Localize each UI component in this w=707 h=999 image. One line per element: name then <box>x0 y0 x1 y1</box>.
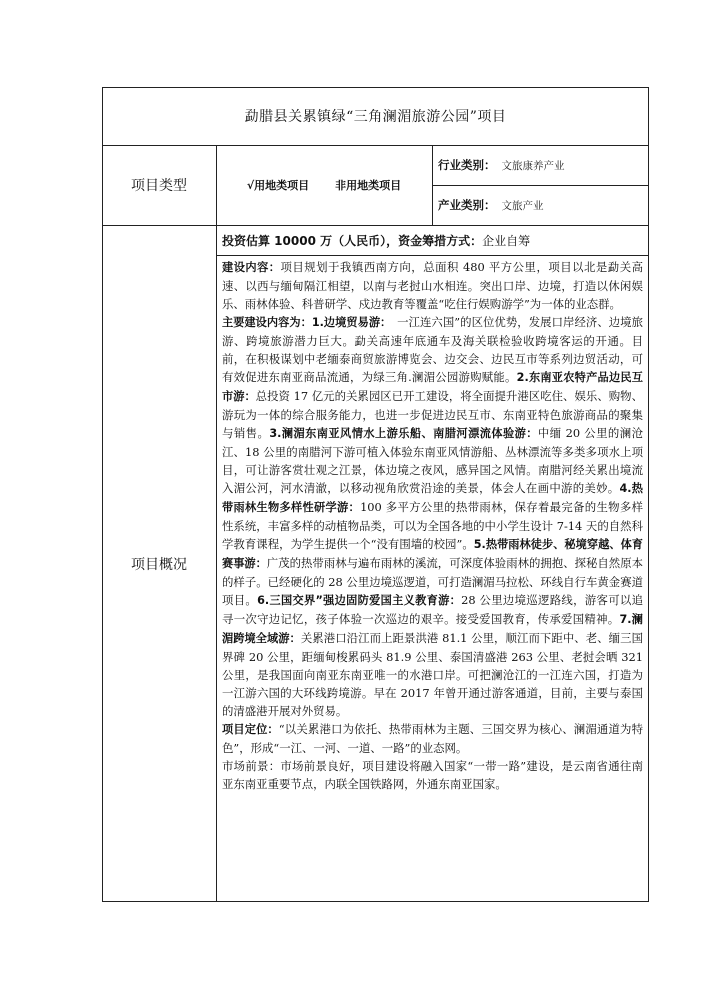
content-text: 总投资 17 亿元的关累园区已开工建设，将全面提升港区吃住、娱乐、购物、游玩为一体的综合服务能力，也进一步促进边民互市、东南亚特色旅游商品的聚集与销售。 <box>222 389 643 440</box>
content-heading: 6.三国交界”强边固防爱国主义教育游： <box>257 594 462 607</box>
land-use-options <box>216 145 432 225</box>
content-heading: 7.澜湄跨境全域游： <box>222 613 643 645</box>
content-text: 关累港口沿江而上距景洪港 81.1 公里，顺江而下距中、老、缅三国界碑 20 公里，距缅甸梭累码头 81.9 公里、泰国清盛港 263 公里、老挝会晒 321 公里，是我国面向南亚东南亚唯一的水港口岸。可把澜沧江的一江连六国，打造为一江游六国的大环线跨境游。早在 2017 年曾开通过游客通道，目前，主要与泰国的清盛港开展对外贸易。 <box>222 631 643 718</box>
land-use-other: 非用地类项目 <box>335 179 402 192</box>
industry-value: 文旅康养产业 <box>501 159 565 172</box>
content-text: 100 多平方公里的热带雨林，保存着最完备的生物多样性系统，丰富多样的动植物品类，可以为全国各地的中小学生设计 7-14 天的自然科学教育课程，为学生提供一个“没有围墙的校园”。 <box>222 500 643 551</box>
content-text: 中缅 20 公里的澜沧江、18 公里的南腊河下游可植入体验东南亚风情游船、丛林漂流等多类多项水上项目，可让游客赏壮观之江景，体边境之夜风，感异国之风情。南腊河经关累出境流入湄公河，河水清澈，以移动视角欣赏沿途的美景，体会人在画中游的美妙。 <box>222 426 643 495</box>
content-heading: 3.澜湄东南亚风情水上游乐船、南腊河漂流体验游： <box>269 427 538 440</box>
industry-category <box>432 145 649 185</box>
project-type-label: 项目类型 <box>131 178 187 194</box>
content-text: 广茂的热带雨林与遍布雨林的溪流，可深度体验雨林的拥抱、探秘自然原本的样子。已经硬化的 28 公里边境巡逻道，可打造澜湄马拉松、环线自行车黄金赛道项目。 <box>222 556 643 607</box>
content-heading: 建设内容： <box>222 261 281 274</box>
investment-label: 投资估算 10000 万（人民币），资金筹措方式： <box>222 233 483 248</box>
sector-label: 产业类别： <box>438 198 496 212</box>
content-heading: 项目定位： <box>222 723 279 736</box>
content-heading: 4.热带雨林生物多样性研学游： <box>222 482 643 514</box>
investment-value: 企业自筹 <box>482 233 531 248</box>
industry-label: 行业类别： <box>438 158 496 172</box>
project-table <box>102 87 649 902</box>
content-text: 项目规划于我镇西南方向，总面积 480 平方公里，项目以北是勐关高速、以西与缅甸隔江相望，以南与老挝山水相连。突出口岸、边境，打造以休闲娱乐、雨林体验、科普研学、戍边教育等覆盖“吃住行娱购游学”为一体的业态群。 <box>222 260 643 311</box>
sector-category <box>432 185 649 225</box>
investment-row <box>216 225 649 255</box>
content-heading: 5.热带雨林徒步、秘境穿越、体育赛事游： <box>222 538 643 570</box>
content-text: 市场前景：市场前景良好，项目建设将融入国家“一带一路”建设，是云南省通往南亚东南亚重要节点，内联全国铁路网，外通东南亚国家。 <box>222 759 643 791</box>
content-text: 一江连六国”的区位优势，发展口岸经济、边境旅游、跨境旅游潜力巨大。勐关高速年底通车及海关联检验收跨境客运的开通。目前，在积极谋划中老缅泰商贸旅游博览会、边交会、边民互市等系列边贸活动，可有效促进东南亚商品流通，为绿三角.澜湄公园游购赋能。 <box>222 315 644 384</box>
content-text: 28 公里边境巡逻路线，游客可以追寻一次守边记忆，孩子体验一次巡边的艰辛。接受爱国教育，传承爱国精神。 <box>222 593 643 626</box>
sector-value: 文旅产业 <box>501 199 544 212</box>
project-overview-label: 项目概况 <box>131 556 187 573</box>
content-text: “以关累港口为依托、热带雨林为主题、三国交界为核心、澜湄通道为特色”，形成“一江、一河、一道、一路”的业态网。 <box>222 722 643 755</box>
page-title: 勐腊县关累镇绿“三角澜湄旅游公园”项目 <box>244 109 507 125</box>
content-heading: 主要建设内容为：1.边境贸易游： <box>222 316 386 329</box>
overview-content <box>216 255 649 902</box>
land-use-selected: √用地类项目 <box>246 179 310 192</box>
content-heading: 2.东南亚农特产品边民互市游： <box>222 371 643 403</box>
